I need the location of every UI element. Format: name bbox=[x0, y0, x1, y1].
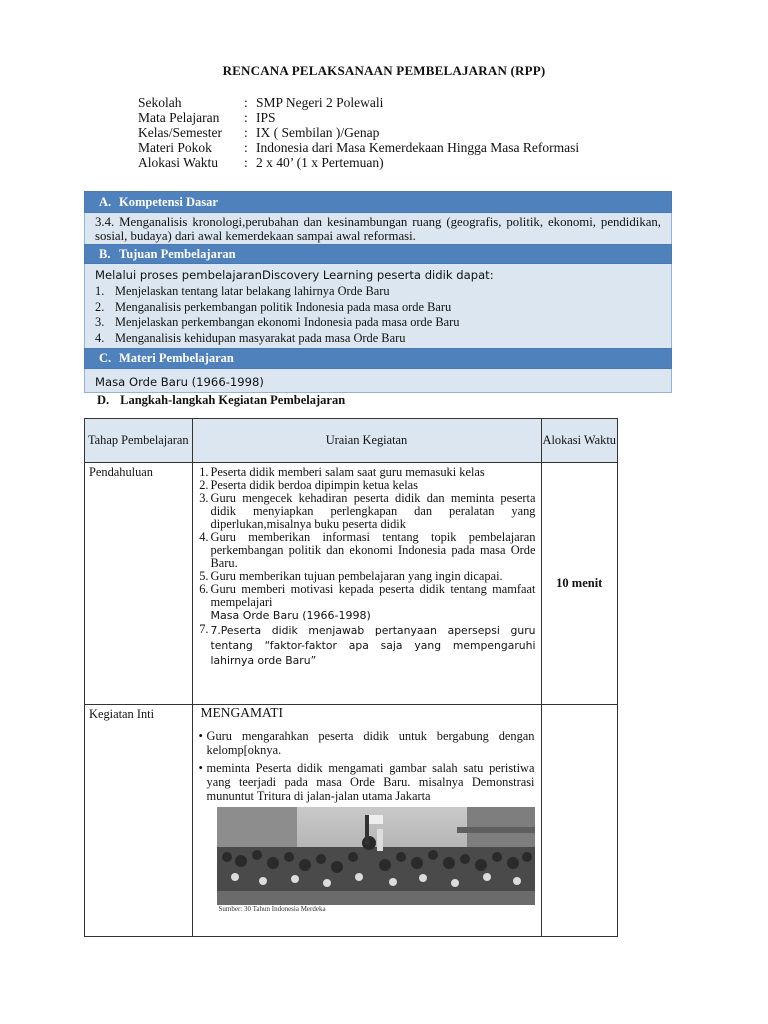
step-text: Peserta didik berdoa dipimpin ketua kelas bbox=[210, 478, 418, 492]
meta-label: Sekolah bbox=[138, 95, 182, 110]
bullet-text: meminta Peserta didik mengamati gambar salah satu peristiwa yang teerjadi pada masa Orde Baru. misalnya Demonstrasi mununtut Tritura di jalan-jalan utama Jakarta bbox=[206, 761, 535, 803]
step-text: Guru mengecek kehadiran peserta didik dan meminta peserta didik menyiapkan perlengkapan dan peralatan yang diperlukan,misalnya buku peserta didik bbox=[210, 491, 536, 531]
step-number: 4. bbox=[199, 530, 209, 544]
step-text: Guru memberikan tujuan pembelajaran yang ingin dicapai. bbox=[210, 569, 503, 583]
step-number: 6. bbox=[199, 582, 209, 596]
section-c-header bbox=[84, 348, 672, 369]
bullet-icon: • bbox=[198, 729, 203, 743]
meta-value: Indonesia dari Masa Kemerdekaan Hingga Masa Reformasi bbox=[256, 140, 580, 155]
photo-caption: Sumber: 30 Tahun Indonesia Merdeka bbox=[218, 905, 326, 913]
materi-text: Masa Orde Baru (1966-1998) bbox=[95, 375, 264, 389]
step-number: 7. bbox=[199, 622, 209, 636]
list-item bbox=[95, 284, 661, 300]
step-text: 7.Peserta didik menjawab pertanyaan apersepsi guru tentang “faktor-faktor apa saja yang mempengaruhi lahirnya orde Baru” bbox=[210, 624, 536, 667]
list-item bbox=[199, 729, 535, 757]
header-time: Alokasi Waktu bbox=[541, 419, 618, 463]
kompetensi-dasar-text: 3.4. Menganalisis kronologi,perubahan dan kesinambungan ruang (geografis, politik, ekonomi, pendidikan, sosial, budaya) dari awal kemerdekaan sampai awal reformasi. bbox=[95, 215, 661, 243]
meta-value: SMP Negeri 2 Polewali bbox=[256, 95, 384, 110]
step-text: Guru memberi motivasi kepada peserta didik tentang mamfaat mempelajari bbox=[210, 582, 536, 609]
meta-colon: : bbox=[244, 110, 248, 125]
time-pendahuluan: 10 menit bbox=[541, 463, 618, 705]
step-item bbox=[194, 531, 536, 570]
meta-value: 2 x 40’ (1 x Pertemuan) bbox=[256, 155, 384, 170]
step-number: 5. bbox=[199, 569, 209, 583]
step-number: 3. bbox=[199, 491, 209, 505]
section-letter: B. bbox=[99, 246, 111, 261]
list-number: 4. bbox=[95, 330, 105, 345]
section-letter: D. bbox=[97, 393, 110, 407]
meta-label: Mata Pelajaran bbox=[138, 110, 220, 125]
step-item bbox=[194, 623, 536, 668]
list-item bbox=[95, 300, 661, 316]
section-title: Kompetensi Dasar bbox=[119, 194, 218, 209]
header-phase: Tahap Pembelajaran bbox=[85, 419, 193, 463]
meta-value: IPS bbox=[256, 110, 276, 125]
document-title: RENCANA PELAKSANAAN PEMBELAJARAN (RPP) bbox=[222, 63, 546, 78]
document-meta bbox=[138, 95, 579, 170]
section-a-header bbox=[84, 191, 672, 213]
meta-row-materi-pokok bbox=[138, 140, 579, 155]
meta-colon: : bbox=[244, 155, 248, 170]
bullet-text: Guru mengarahkan peserta didik untuk bergabung dengan kelomp[oknya. bbox=[206, 729, 535, 757]
section-title: Materi Pembelajaran bbox=[119, 351, 234, 365]
section-d-title bbox=[97, 393, 345, 408]
tujuan-intro: Melalui proses pembelajaranDiscovery Learning peserta didik dapat: bbox=[95, 268, 494, 282]
section-b-body bbox=[84, 264, 672, 349]
phase-pendahuluan: Pendahuluan bbox=[85, 463, 193, 705]
step-item bbox=[194, 492, 536, 531]
section-b-header bbox=[84, 244, 672, 264]
table-row bbox=[85, 705, 618, 937]
step-6-extra: Masa Orde Baru (1966-1998) bbox=[210, 609, 371, 622]
meta-colon: : bbox=[244, 140, 248, 155]
step-text: Guru memberikan informasi tentang topik pembelajaran perkembangan politik dan ekonomi Indonesia pada masa Orde Baru. bbox=[210, 530, 536, 570]
demonstration-photo bbox=[217, 807, 535, 911]
bullet-icon: • bbox=[198, 761, 203, 775]
meta-label: Alokasi Waktu bbox=[138, 155, 219, 170]
table-header-row bbox=[85, 419, 618, 463]
section-title: Tujuan Pembelajaran bbox=[119, 246, 236, 261]
meta-label: Materi Pokok bbox=[138, 140, 212, 155]
list-number: 2. bbox=[95, 299, 105, 314]
step-number: 2. bbox=[199, 478, 209, 492]
meta-row-kelas-semester bbox=[138, 125, 579, 140]
phase-kegiatan-inti: Kegiatan Inti bbox=[85, 705, 193, 937]
section-letter: A. bbox=[99, 194, 112, 209]
meta-row-alokasi-waktu bbox=[138, 155, 579, 170]
step-number: 1. bbox=[199, 465, 209, 479]
section-letter: C. bbox=[99, 351, 112, 365]
step-text: Peserta didik memberi salam saat guru memasuki kelas bbox=[210, 465, 485, 479]
list-text: Menganalisis perkembangan politik Indonesia pada masa orde Baru bbox=[115, 299, 452, 314]
list-text: Menjelaskan tentang latar belakang lahirnya Orde Baru bbox=[115, 284, 390, 298]
header-activity: Uraian Kegiatan bbox=[192, 419, 541, 463]
table-row bbox=[85, 463, 618, 705]
photo-image bbox=[217, 807, 535, 905]
step-item bbox=[194, 583, 536, 609]
section-c-body bbox=[84, 369, 672, 393]
time-kegiatan-inti bbox=[541, 705, 618, 937]
meta-row-mata-pelajaran bbox=[138, 110, 579, 125]
meta-colon: : bbox=[244, 125, 248, 140]
tujuan-list bbox=[95, 284, 661, 346]
meta-value: IX ( Sembilan )/Genap bbox=[256, 125, 380, 140]
section-a-body bbox=[84, 213, 672, 245]
list-item bbox=[199, 761, 535, 803]
list-text: Menganalisis kehidupan masyarakat pada masa Orde Baru bbox=[115, 330, 406, 345]
pendahuluan-activities bbox=[192, 463, 541, 705]
meta-row-sekolah bbox=[138, 95, 579, 110]
list-number: 3. bbox=[95, 315, 105, 329]
list-item bbox=[95, 331, 661, 347]
section-title: Langkah-langkah Kegiatan Pembelajaran bbox=[120, 393, 346, 407]
mengamati-heading: MENGAMATI bbox=[200, 705, 283, 720]
meta-label: Kelas/Semester bbox=[138, 125, 222, 140]
list-number: 1. bbox=[95, 284, 105, 298]
list-item bbox=[95, 315, 661, 331]
list-text: Menjelaskan perkembangan ekonomi Indonesia pada masa orde Baru bbox=[115, 315, 460, 329]
inti-activities bbox=[192, 705, 541, 937]
meta-colon: : bbox=[244, 95, 248, 110]
activities-table bbox=[84, 418, 618, 937]
